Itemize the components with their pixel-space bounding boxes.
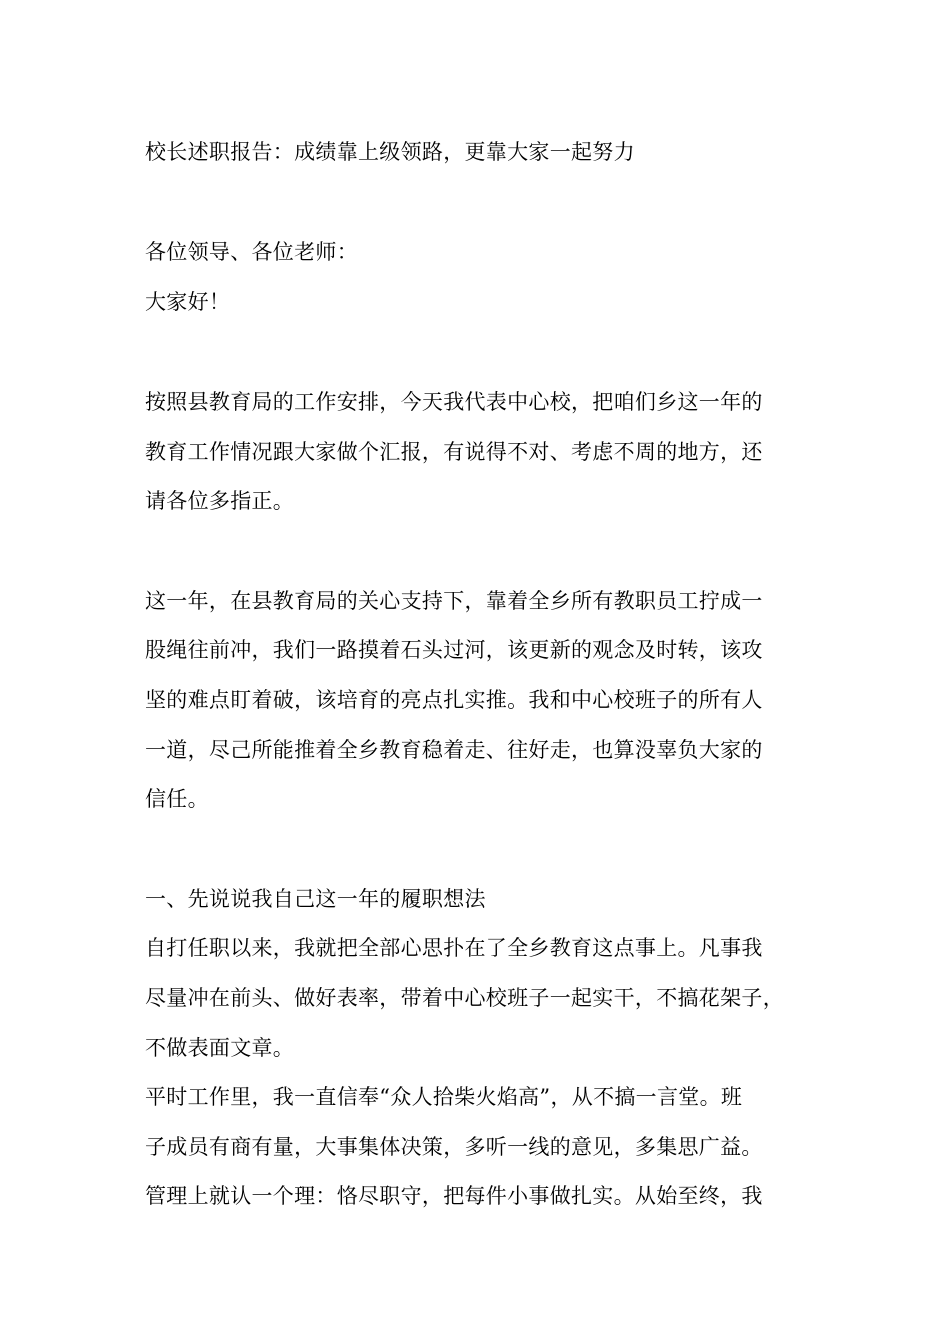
section1-heading: 一、先说说我自己这一年的履职想法 [145,887,486,911]
intro-line-2: 教育工作情况跟大家做个汇报，有说得不对、考虑不周的地方，还 [145,440,763,464]
intro-line-3: 请各位多指正。 [145,489,295,513]
section1-p1-line-1: 自打任职以来，我就把全部心思扑在了全乡教育这点事上。凡事我 [145,936,763,960]
overview-line-2: 股绳往前冲，我们一路摸着石头过河，该更新的观念及时转，该攻 [145,638,763,662]
greeting: 大家好！ [145,290,231,314]
section1-p2-line-1: 平时工作里，我一直信奉“众人拾柴火焰高”，从不搞一言堂。班 [145,1085,743,1109]
section1-p2-line-3: 管理上就认一个理：恪尽职守，把每件小事做扎实。从始至终，我 [145,1184,763,1208]
overview-line-4: 一道，尽己所能推着全乡教育稳着走、往好走，也算没辜负大家的 [145,738,763,762]
overview-line-1: 这一年，在县教育局的关心支持下，靠着全乡所有教职员工拧成一 [145,589,763,613]
section1-p1-line-2: 尽量冲在前头、做好表率，带着中心校班子一起实干，不搞花架子， [145,986,784,1010]
salutation: 各位领导、各位老师： [145,240,358,264]
overview-line-3: 坚的难点盯着破，该培育的亮点扎实推。我和中心校班子的所有人 [145,688,763,712]
section1-p1-line-3: 不做表面文章。 [145,1036,295,1060]
overview-line-5: 信任。 [145,787,209,811]
intro-line-1: 按照县教育局的工作安排，今天我代表中心校，把咱们乡这一年的 [145,390,763,414]
section1-p2-line-2: 子成员有商有量，大事集体决策，多听一线的意见，多集思广益。 [145,1135,763,1159]
document-title: 校长述职报告：成绩靠上级领路，更靠大家一起努力 [145,140,635,164]
